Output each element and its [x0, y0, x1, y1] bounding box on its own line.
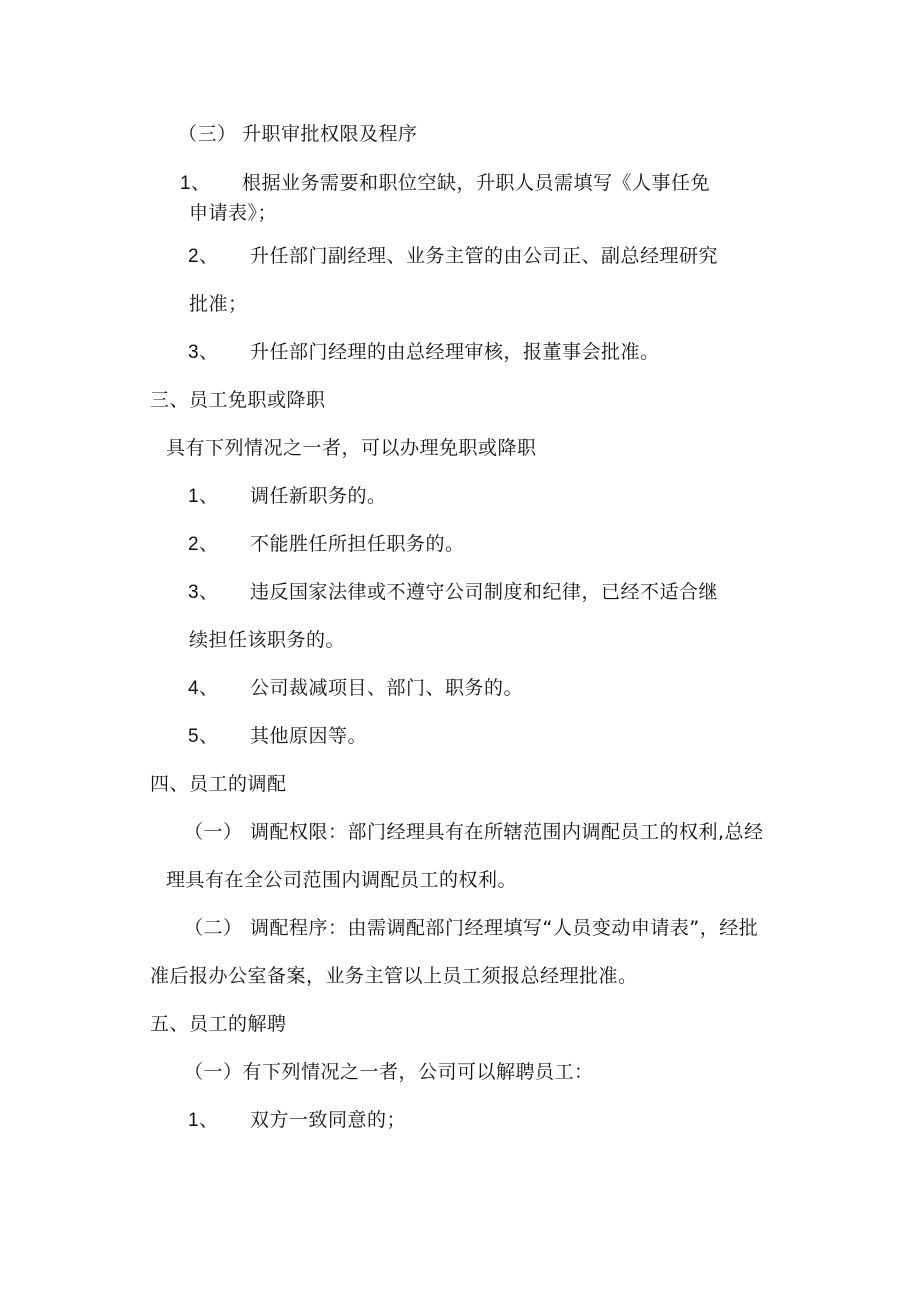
list-item-text: 升任部门副经理、业务主管的由公司正、副总经理研究 [250, 245, 719, 267]
paragraph [184, 916, 758, 940]
paragraph-continuation: 理具有在全公司范围内调配员工的权利。 [166, 869, 518, 891]
list-item-continuation: 申请表》； [189, 202, 278, 224]
list-item-text: 调任新职务的。 [250, 485, 387, 507]
list-item-text: 违反国家法律或不遵守公司制度和纪律，已经不适合继 [250, 581, 719, 603]
subsection-label: （一） [184, 821, 243, 843]
list-item-text: 双方一致同意的； [250, 1109, 407, 1131]
list-item-text: 升任部门经理的由总经理审核，报董事会批准。 [250, 341, 660, 363]
list-item-number: 3、 [188, 582, 219, 603]
list-item [188, 340, 660, 365]
list-item-number: 2、 [188, 246, 219, 267]
list-item [180, 171, 710, 196]
list-item-number: 1、 [188, 486, 219, 507]
list-item-number: 1、 [180, 173, 211, 194]
list-item-text: 不能胜任所担任职务的。 [250, 533, 465, 555]
list-item [188, 532, 465, 557]
list-item [188, 580, 718, 605]
list-item-number: 1、 [188, 1110, 219, 1131]
paragraph-continuation: 准后报办公室备案，业务主管以上员工须报总经理批准。 [150, 965, 638, 987]
subsection-label: （二） [184, 917, 243, 939]
list-item-text: 其他原因等。 [250, 725, 368, 747]
section-heading-staff-dismissal: 五、员工的解聘 [150, 1013, 287, 1035]
list-item-number: 4、 [188, 678, 219, 699]
list-item [188, 724, 367, 749]
subsection-label: （三） [178, 123, 237, 145]
list-item [188, 484, 387, 509]
section-heading-staff-transfer: 四、员工的调配 [150, 773, 287, 795]
subsection-heading-promotion-approval [178, 122, 418, 146]
paragraph-text: 调配程序：由需调配部门经理填写“人员变动申请表”，经批 [250, 917, 759, 939]
paragraph: 具有下列情况之一者，可以办理免职或降职 [166, 437, 537, 459]
list-item [188, 676, 523, 701]
list-item [188, 1108, 406, 1133]
paragraph-text: 调配权限：部门经理具有在所辖范围内调配员工的权利,总经 [250, 821, 764, 843]
subsection-title: 升职审批权限及程序 [242, 123, 418, 145]
paragraph: （一）有下列情况之一者，公司可以解聘员工： [184, 1061, 594, 1083]
list-item-number: 3、 [188, 342, 219, 363]
list-item-number: 2、 [188, 534, 219, 555]
list-item-continuation: 续担任该职务的。 [189, 629, 346, 651]
list-item-continuation: 批准； [189, 293, 248, 315]
paragraph [184, 820, 764, 844]
list-item-text: 公司裁减项目、部门、职务的。 [250, 677, 524, 699]
list-item-text: 根据业务需要和职位空缺，升职人员需填写《人事任免 [242, 172, 711, 194]
section-heading-dismissal-demotion: 三、员工免职或降职 [150, 389, 326, 411]
list-item-number: 5、 [188, 726, 219, 747]
list-item [188, 244, 718, 269]
